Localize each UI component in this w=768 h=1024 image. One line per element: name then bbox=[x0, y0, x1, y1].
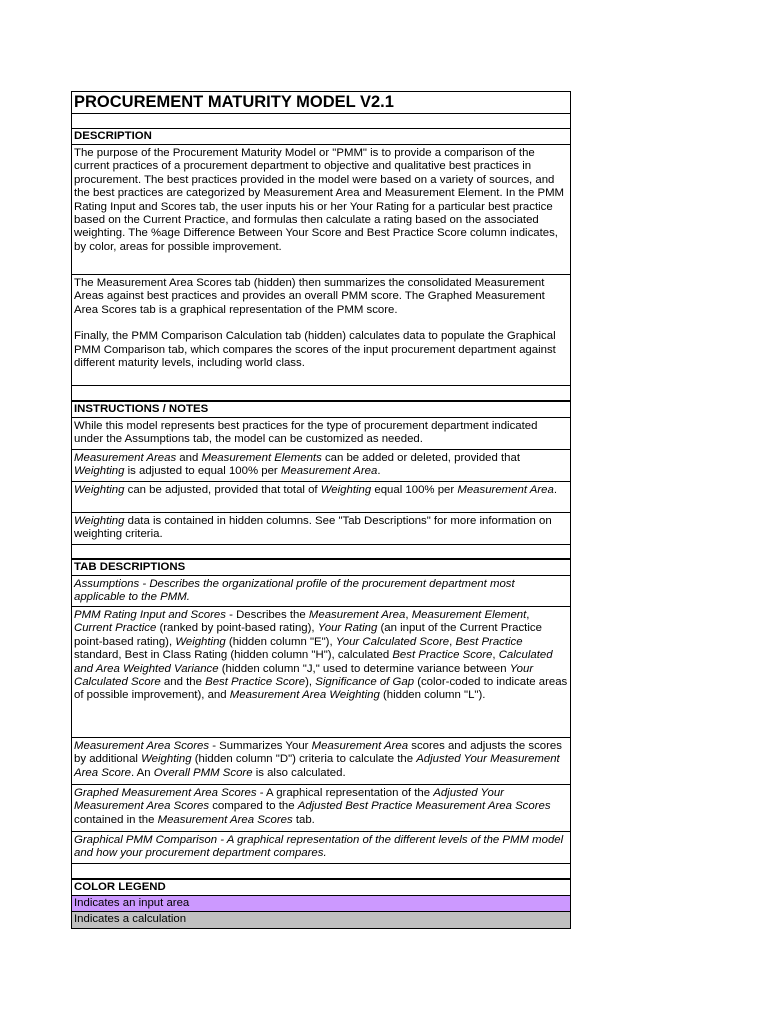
tab-description-area-scores bbox=[72, 738, 570, 785]
text-segment: scores and adjusts the scores by additional bbox=[74, 740, 562, 766]
text-segment: Measurement Area Scores bbox=[74, 740, 210, 752]
text-segment: (ranked by point-based rating), bbox=[156, 622, 318, 635]
text-segment: PMM Rating Input and Scores bbox=[74, 609, 226, 621]
text-segment: Best Practice Score bbox=[392, 649, 493, 662]
text-segment: Measurement Elements bbox=[201, 452, 322, 464]
description-header: DESCRIPTION bbox=[72, 129, 570, 145]
page-title: PROCUREMENT MATURITY MODEL V2.1 bbox=[72, 92, 570, 114]
text-segment: tab. bbox=[292, 813, 315, 826]
text-segment: Measurement Areas bbox=[74, 452, 177, 464]
text-segment: , bbox=[405, 609, 412, 621]
text-segment: contained in the bbox=[74, 813, 158, 826]
text-segment: can be added or deleted, provided that bbox=[321, 452, 520, 464]
text-segment: - Summarizes Your bbox=[209, 740, 312, 752]
text-segment: Weighting bbox=[141, 753, 192, 766]
text-segment: Graphical PMM Comparison - A graphical representation of the different levels of the PMM model and how your procurement department compares. bbox=[74, 834, 564, 860]
text-segment: Graphed Measurement Area Scores bbox=[74, 787, 257, 799]
text-segment: Measurement Area Scores bbox=[157, 813, 293, 826]
text-segment: Measurement Area bbox=[308, 609, 406, 621]
tab-description-pmm-rating bbox=[72, 607, 570, 738]
procurement-maturity-sheet bbox=[71, 91, 571, 929]
text-segment: Weighting bbox=[74, 465, 125, 478]
text-segment: Measurement Area bbox=[311, 740, 409, 752]
text-segment: Measurement Area bbox=[457, 484, 554, 496]
text-segment: (hidden column "J," used to determine variance between bbox=[218, 662, 510, 675]
tab-description-graphical-comparison bbox=[72, 832, 570, 864]
instruction-note-4 bbox=[72, 513, 570, 545]
text-segment: Calculated and Area Weighted Variance bbox=[74, 649, 553, 675]
text-segment: Weighting bbox=[320, 484, 372, 496]
text-segment: Weighting bbox=[175, 635, 226, 648]
text-segment: Significance of Gap bbox=[315, 676, 415, 689]
instruction-note-3 bbox=[72, 482, 570, 513]
text-segment: Best Practice bbox=[455, 635, 523, 648]
text-segment: (hidden column "L"). bbox=[379, 689, 486, 702]
description-paragraph-1: The purpose of the Procurement Maturity Model or "PMM" is to provide a comparison of the current practices of a procurement department to objective and qualitative best practices in procurement. The best practices provided in the model were based on a variety of sources, and the best practices are categorized by Measurement Area and Measurement Element. In the PMM Rating Input and Scores tab, the user inputs his or her Your Rating for a particular best practice based on the Current Practice, and formulas then calculate a rating based on the associated weighting. The %age Difference Between Your Score and Best Practice Score column indicates, by color, areas for possible improvement. bbox=[72, 145, 570, 275]
text-segment: , bbox=[526, 609, 530, 621]
text-segment: . An bbox=[130, 766, 154, 779]
text-segment: Adjusted Best Practice Measurement Area Scores bbox=[297, 800, 551, 813]
blank-row bbox=[72, 545, 570, 560]
text-segment: Weighting bbox=[74, 484, 125, 496]
text-segment: (color-coded to indicate areas of possible improvement), and bbox=[74, 676, 568, 702]
text-segment: standard, Best in Class Rating (hidden column "H"), calculated bbox=[74, 649, 393, 662]
text-segment: (hidden column "D") criteria to calculate the bbox=[191, 753, 417, 766]
blank-row bbox=[72, 864, 570, 880]
text-segment: compared to the bbox=[209, 800, 298, 813]
text-segment: Current Practice bbox=[74, 622, 157, 635]
text-segment: , bbox=[449, 635, 456, 648]
text-segment: Measurement Area Weighting bbox=[229, 689, 380, 702]
text-segment: Best Practice Score bbox=[205, 676, 306, 689]
description-paragraphs-2-3 bbox=[72, 275, 570, 386]
text-segment: can be adjusted, provided that total of bbox=[124, 484, 321, 496]
text-segment: Assumptions - Describes the organizational profile of the procurement department most applicable to the PMM. bbox=[74, 578, 515, 604]
description-paragraph-3: Finally, the PMM Comparison Calculation tab (hidden) calculates data to populate the Graphical PMM Comparison tab, which compares the scores of the input procurement department against different maturity levels, including world class. bbox=[74, 330, 556, 370]
text-segment: Adjusted Your Measurement Area Scores bbox=[74, 787, 504, 813]
blank-row bbox=[72, 114, 570, 129]
instruction-note-1: While this model represents best practices for the type of procurement department indicated under the Assumptions tab, the model can be customized as needed. bbox=[72, 418, 570, 450]
text-segment: ), bbox=[305, 676, 316, 689]
description-paragraph-2: The Measurement Area Scores tab (hidden) then summarizes the consolidated Measurement Areas against best practices and provides an overall PMM score. The Graphed Measurement Area Scores tab is a graphical representation of the PMM score. bbox=[74, 277, 545, 316]
text-segment: equal 100% per bbox=[371, 484, 458, 496]
text-segment: - A graphical representation of the bbox=[256, 787, 434, 799]
text-segment: Your Calculated Score bbox=[335, 635, 450, 648]
instructions-header: INSTRUCTIONS / NOTES bbox=[72, 402, 570, 418]
text-segment: Your Rating bbox=[317, 622, 378, 635]
text-segment: data is contained in hidden columns. See "Tab Descriptions" for more information on weighting criteria. bbox=[74, 515, 552, 541]
text-segment: (an input of the Current Practice point-based rating), bbox=[74, 622, 542, 648]
blank-row bbox=[72, 386, 570, 402]
text-segment: . bbox=[553, 484, 557, 496]
text-segment: . bbox=[377, 465, 381, 478]
instruction-note-2 bbox=[72, 450, 570, 482]
text-segment: (hidden column "E"), bbox=[225, 635, 336, 648]
text-segment: is adjusted to equal 100% per bbox=[124, 465, 281, 478]
tab-description-assumptions bbox=[72, 576, 570, 607]
legend-input-area: Indicates an input area bbox=[72, 896, 570, 912]
text-segment: Measurement Element bbox=[411, 609, 527, 621]
text-segment: is also calculated. bbox=[252, 766, 346, 779]
tab-descriptions-header: TAB DESCRIPTIONS bbox=[72, 560, 570, 576]
text-segment: Your Calculated Score bbox=[74, 662, 534, 689]
text-segment: Weighting bbox=[74, 515, 125, 527]
text-segment: and bbox=[176, 452, 202, 464]
text-segment: Measurement Area bbox=[280, 465, 378, 478]
color-legend-header: COLOR LEGEND bbox=[72, 880, 570, 896]
text-segment: and the bbox=[160, 676, 206, 689]
legend-calculation: Indicates a calculation bbox=[72, 912, 570, 928]
text-segment: - Describes the bbox=[225, 609, 309, 621]
text-segment: , bbox=[492, 649, 499, 662]
text-segment: Overall PMM Score bbox=[153, 766, 253, 779]
text-segment: Adjusted Your Measurement Area Score bbox=[74, 753, 560, 779]
tab-description-graphed-scores bbox=[72, 785, 570, 832]
